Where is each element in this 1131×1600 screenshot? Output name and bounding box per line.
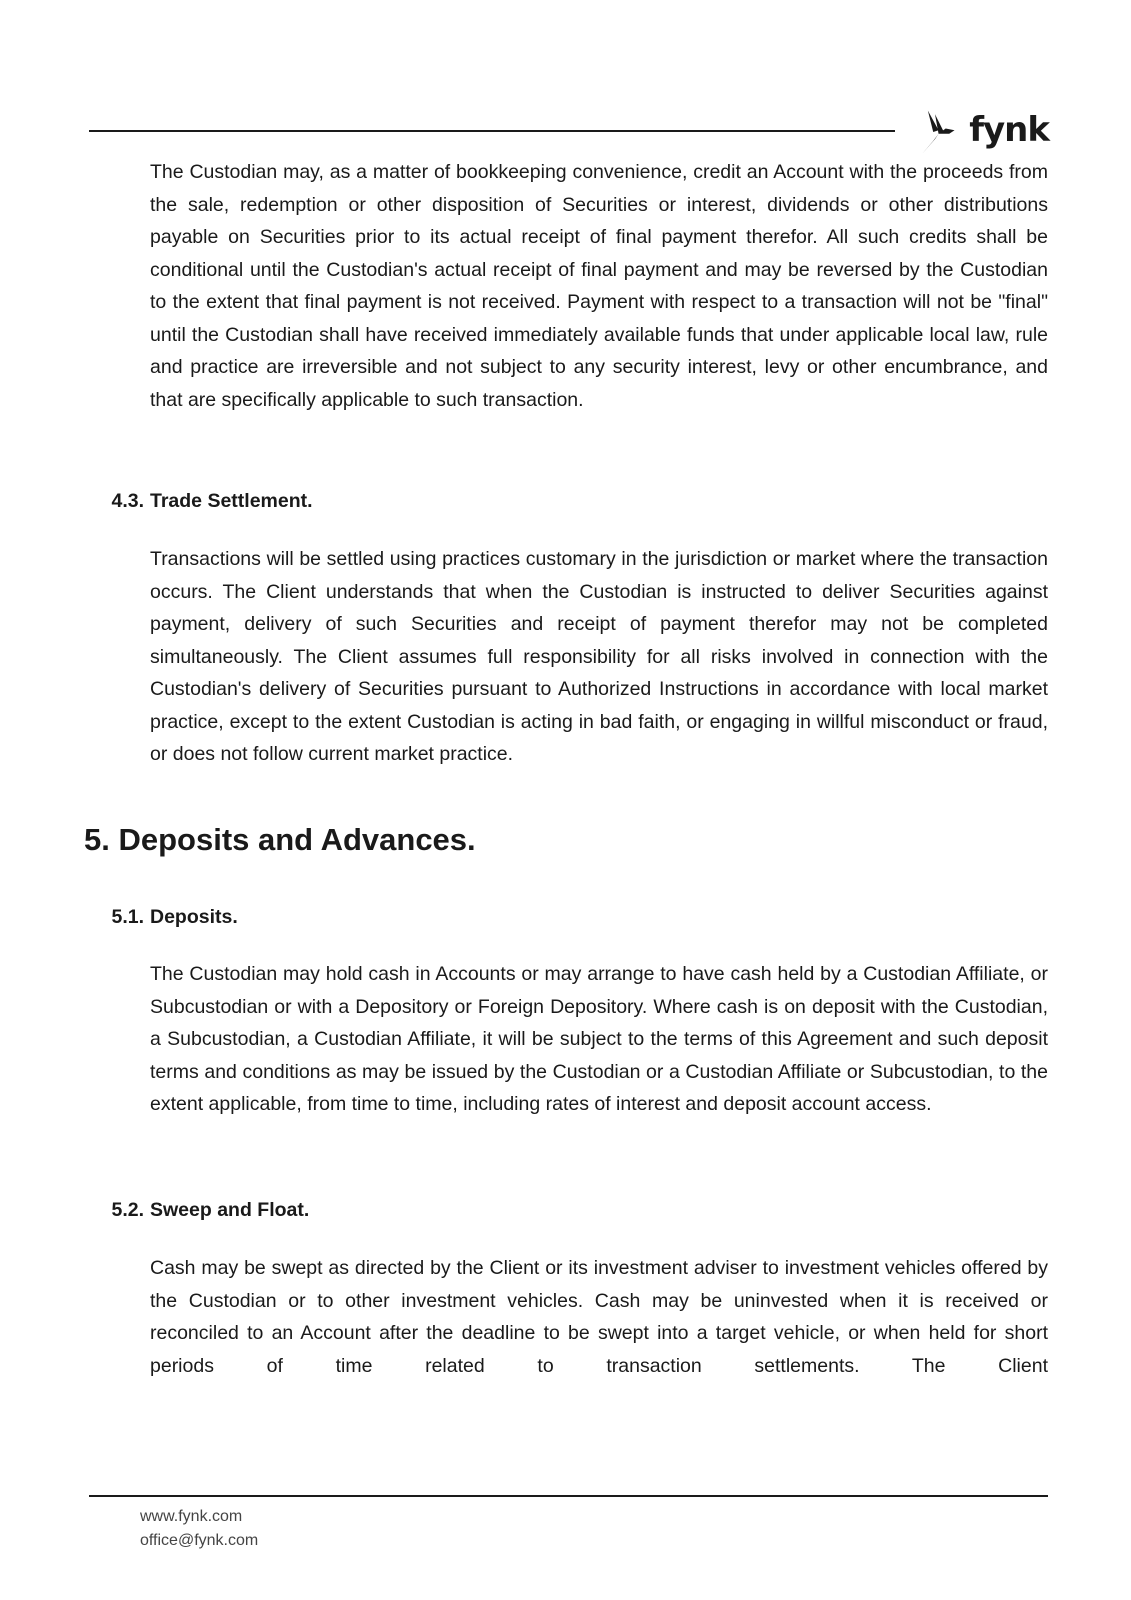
heading-5-2 <box>90 1199 309 1222</box>
footer-rule <box>89 1495 1048 1497</box>
paragraph-4-3: Transactions will be settled using practices customary in the jurisdiction or market where the transaction occurs. The Client understands that when the Custodian is instructed to deliver Securities against payment, delivery of such Securities and receipt of payment therefor may not be completed simultaneously. The Client assumes full responsibility for all risks involved in connection with the Custodian's delivery of Securities pursuant to Authorized Instructions in accordance with local market practice, except to the extent Custodian is acting in bad faith, or engaging in willful misconduct or fraud, or does not follow current market practice. <box>150 548 1048 765</box>
footer <box>140 1505 258 1553</box>
heading-number: 4.3. <box>111 490 144 512</box>
bird-icon <box>919 106 965 158</box>
paragraph-intro: The Custodian may, as a matter of bookkeeping convenience, credit an Account with the proceeds from the sale, redemption or other disposition of Securities or interest, dividends or other distributions payable on Securities prior to its actual receipt of final payment therefor. All such credits shall be conditional until the Custodian's actual receipt of final payment and may be reversed by the Custodian to the extent that final payment is not received. Payment with respect to a transaction will not be "final" until the Custodian shall have received immediately available funds that under applicable local law, rule and practice are irreversible and not subject to any security interest, levy or other encumbrance, and that are specifically applicable to such transaction. <box>150 161 1048 411</box>
paragraph-5-2: Cash may be swept as directed by the Client or its investment adviser to investment vehicles offered by the Custodian or to other investment vehicles. Cash may be uninvested when it is received or reconciled to an Account after the deadline to be swept into a target vehicle, or when held for short periods of time related to transaction settlements. The Client <box>150 1257 1048 1377</box>
section-title-5: 5. Deposits and Advances. <box>84 822 476 857</box>
heading-number: 5.2. <box>111 1199 144 1221</box>
heading-title: Trade Settlement. <box>150 490 313 512</box>
footer-email[interactable]: office@fynk.com <box>140 1532 259 1549</box>
paragraph-5-1: The Custodian may hold cash in Accounts or may arrange to have cash held by a Custodian Affiliate, or Subcustodian or with a Depository or Foreign Depository. Where cash is on deposit with the Custodian, a Subcustodian, a Custodian Affiliate, it will be subject to the terms of this Agreement and such deposit terms and conditions as may be issued by the Custodian or a Custodian Affiliate or Subcustodian, to the extent applicable, from time to time, including rates of interest and deposit account access. <box>150 963 1048 1115</box>
fynk-logo <box>919 104 1049 160</box>
header-rule <box>89 130 895 132</box>
heading-4-3 <box>90 490 313 513</box>
heading-number: 5.1. <box>111 906 144 928</box>
footer-website[interactable]: www.fynk.com <box>140 1508 243 1525</box>
heading-title: Deposits. <box>150 906 238 928</box>
logo-wordmark: fynk <box>969 110 1049 150</box>
heading-title: Sweep and Float. <box>150 1199 310 1221</box>
heading-5-1 <box>90 906 238 929</box>
